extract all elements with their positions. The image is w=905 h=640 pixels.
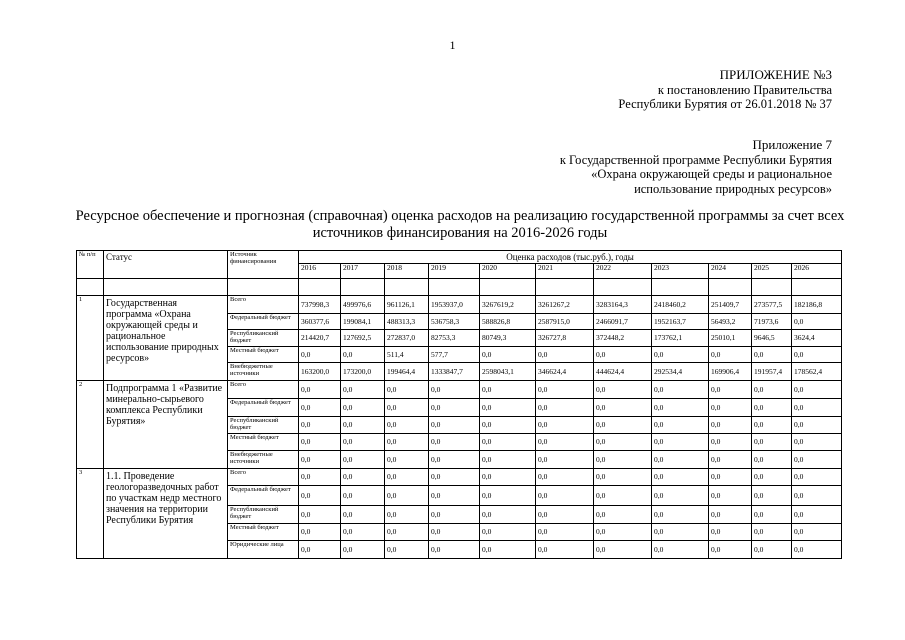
value-cell: 0,0 [480, 486, 536, 506]
year-header: 2020 [480, 264, 536, 279]
header-estimate: Оценка расходов (тыс.руб.), годы [299, 251, 842, 264]
value-cell: 536758,3 [429, 314, 480, 330]
value-cell: 444624,4 [594, 363, 652, 381]
value-cell: 737998,3 [299, 296, 341, 314]
value-cell: 0,0 [385, 451, 429, 469]
value-cell: 2418460,2 [652, 296, 709, 314]
value-cell: 0,0 [709, 347, 752, 363]
value-cell: 214420,7 [299, 330, 341, 347]
value-cell: 0,0 [480, 506, 536, 524]
value-cell: 292534,4 [652, 363, 709, 381]
year-header: 2024 [709, 264, 752, 279]
appendix-7-line: использование природных ресурсов» [634, 181, 832, 196]
source-cell: Федеральный бюджет [228, 486, 299, 506]
value-cell: 0,0 [341, 434, 385, 451]
budget-table [76, 250, 842, 559]
value-cell: 0,0 [792, 506, 842, 524]
value-cell: 0,0 [480, 434, 536, 451]
value-cell: 0,0 [536, 451, 594, 469]
value-cell: 0,0 [792, 434, 842, 451]
value-cell: 346624,4 [536, 363, 594, 381]
value-cell: 0,0 [341, 506, 385, 524]
value-cell: 0,0 [480, 381, 536, 399]
value-cell: 0,0 [709, 381, 752, 399]
year-header: 2023 [652, 264, 709, 279]
value-cell: 0,0 [341, 417, 385, 434]
value-cell: 0,0 [752, 399, 792, 417]
source-cell: Местный бюджет [228, 524, 299, 541]
source-cell: Юридические лица [228, 541, 299, 559]
value-cell: 0,0 [429, 451, 480, 469]
value-cell: 0,0 [429, 506, 480, 524]
value-cell: 0,0 [792, 524, 842, 541]
value-cell: 0,0 [792, 399, 842, 417]
value-cell: 0,0 [594, 541, 652, 559]
value-cell: 0,0 [341, 486, 385, 506]
value-cell: 511,4 [385, 347, 429, 363]
value-cell: 0,0 [792, 469, 842, 486]
value-cell: 0,0 [652, 417, 709, 434]
value-cell: 0,0 [752, 451, 792, 469]
value-cell: 0,0 [385, 469, 429, 486]
value-cell: 0,0 [709, 417, 752, 434]
value-cell: 272837,0 [385, 330, 429, 347]
value-cell: 0,0 [752, 524, 792, 541]
value-cell: 0,0 [709, 434, 752, 451]
value-cell: 0,0 [480, 347, 536, 363]
value-cell: 0,0 [299, 506, 341, 524]
value-cell: 0,0 [299, 381, 341, 399]
value-cell: 0,0 [299, 451, 341, 469]
source-cell: Федеральный бюджет [228, 399, 299, 417]
value-cell: 199084,1 [341, 314, 385, 330]
value-cell: 0,0 [752, 541, 792, 559]
value-cell: 0,0 [536, 506, 594, 524]
value-cell: 0,0 [792, 486, 842, 506]
value-cell: 0,0 [341, 381, 385, 399]
value-cell: 0,0 [594, 451, 652, 469]
status-cell: 1.1. Проведение геологоразведочных работ по участкам недр местного значения на территории Республики Бурятия [104, 469, 228, 559]
value-cell: 0,0 [429, 381, 480, 399]
value-cell: 0,0 [299, 486, 341, 506]
value-cell: 0,0 [536, 486, 594, 506]
header-status: Статус [104, 251, 228, 279]
value-cell: 178562,4 [792, 363, 842, 381]
source-cell: Республиканский бюджет [228, 506, 299, 524]
table-row [77, 296, 842, 314]
value-cell: 2587915,0 [536, 314, 594, 330]
value-cell: 0,0 [480, 541, 536, 559]
value-cell: 191957,4 [752, 363, 792, 381]
year-header: 2017 [341, 264, 385, 279]
value-cell: 0,0 [299, 541, 341, 559]
spacer-row [77, 279, 842, 296]
value-cell: 3267619,2 [480, 296, 536, 314]
value-cell: 71973,6 [752, 314, 792, 330]
appendix-7-line: «Охрана окружающей среды и рациональное [591, 167, 832, 181]
value-cell: 0,0 [385, 506, 429, 524]
value-cell: 173200,0 [341, 363, 385, 381]
header-source: Источник финансирования [228, 251, 299, 279]
source-cell: Республиканский бюджет [228, 417, 299, 434]
value-cell: 0,0 [752, 347, 792, 363]
value-cell: 173762,1 [652, 330, 709, 347]
value-cell: 0,0 [752, 469, 792, 486]
value-cell: 0,0 [752, 486, 792, 506]
value-cell: 0,0 [652, 506, 709, 524]
value-cell: 0,0 [792, 381, 842, 399]
value-cell: 0,0 [385, 434, 429, 451]
value-cell: 0,0 [341, 541, 385, 559]
value-cell: 0,0 [385, 541, 429, 559]
value-cell: 0,0 [594, 469, 652, 486]
source-cell: Внебюджетные источники [228, 451, 299, 469]
value-cell: 0,0 [652, 486, 709, 506]
value-cell: 0,0 [536, 541, 594, 559]
value-cell: 0,0 [792, 451, 842, 469]
source-cell: Федеральный бюджет [228, 314, 299, 330]
value-cell: 0,0 [480, 524, 536, 541]
status-cell: Государственная программа «Охрана окружающей среды и рациональное использование природных ресурсов» [104, 296, 228, 381]
value-cell: 1952163,7 [652, 314, 709, 330]
value-cell: 0,0 [594, 417, 652, 434]
value-cell: 0,0 [594, 486, 652, 506]
value-cell: 0,0 [652, 451, 709, 469]
value-cell: 0,0 [385, 399, 429, 417]
appendix-7-line: к Государственной программе Республики Бурятия [559, 152, 832, 167]
status-cell: Подпрограмма 1 «Развитие минерально-сырьевого комплекса Республики Бурятия» [104, 381, 228, 469]
value-cell: 360377,6 [299, 314, 341, 330]
appendix-3-title: ПРИЛОЖЕНИЕ №3 [719, 67, 832, 82]
value-cell: 182186,8 [792, 296, 842, 314]
value-cell: 0,0 [752, 381, 792, 399]
value-cell: 0,0 [299, 347, 341, 363]
value-cell: 0,0 [536, 399, 594, 417]
year-header: 2016 [299, 264, 341, 279]
year-header: 2019 [429, 264, 480, 279]
appendix-7-title: Приложение 7 [752, 137, 832, 152]
value-cell: 0,0 [652, 399, 709, 417]
value-cell: 0,0 [429, 399, 480, 417]
value-cell: 488313,3 [385, 314, 429, 330]
document-title: Ресурсное обеспечение и прогнозная (справочная) оценка расходов на реализацию государственной программы за счет всех источников финансирования на 2016-2026 годы [75, 208, 845, 241]
value-cell: 0,0 [480, 469, 536, 486]
value-cell: 0,0 [385, 417, 429, 434]
year-header: 2022 [594, 264, 652, 279]
value-cell: 0,0 [792, 314, 842, 330]
value-cell: 588826,8 [480, 314, 536, 330]
value-cell: 0,0 [429, 486, 480, 506]
value-cell: 2598043,1 [480, 363, 536, 381]
value-cell: 0,0 [652, 541, 709, 559]
value-cell: 0,0 [594, 434, 652, 451]
header-row [77, 251, 842, 264]
value-cell: 0,0 [709, 486, 752, 506]
value-cell: 0,0 [792, 541, 842, 559]
row-number: 2 [77, 381, 104, 469]
value-cell: 0,0 [652, 434, 709, 451]
value-cell: 0,0 [709, 469, 752, 486]
value-cell: 0,0 [385, 381, 429, 399]
value-cell: 273577,5 [752, 296, 792, 314]
value-cell: 0,0 [429, 417, 480, 434]
value-cell: 0,0 [480, 399, 536, 417]
appendix-3-block [618, 68, 832, 112]
value-cell: 199464,4 [385, 363, 429, 381]
value-cell: 0,0 [536, 469, 594, 486]
value-cell: 0,0 [652, 381, 709, 399]
year-header: 2021 [536, 264, 594, 279]
row-number: 1 [77, 296, 104, 381]
value-cell: 169906,4 [709, 363, 752, 381]
appendix-3-line: Республики Бурятия от 26.01.2018 № 37 [618, 97, 832, 111]
value-cell: 82753,3 [429, 330, 480, 347]
value-cell: 0,0 [652, 469, 709, 486]
value-cell: 0,0 [341, 347, 385, 363]
year-header: 2018 [385, 264, 429, 279]
row-number: 3 [77, 469, 104, 559]
value-cell: 127692,5 [341, 330, 385, 347]
header-num: № п/п [77, 251, 104, 279]
value-cell: 0,0 [536, 417, 594, 434]
value-cell: 0,0 [299, 469, 341, 486]
source-cell: Местный бюджет [228, 434, 299, 451]
source-cell: Всего [228, 469, 299, 486]
value-cell: 0,0 [536, 347, 594, 363]
value-cell: 0,0 [709, 506, 752, 524]
source-cell: Внебюджетные источники [228, 363, 299, 381]
value-cell: 0,0 [536, 381, 594, 399]
value-cell: 0,0 [536, 524, 594, 541]
value-cell: 0,0 [341, 451, 385, 469]
table-body [77, 296, 842, 559]
value-cell: 0,0 [536, 434, 594, 451]
value-cell: 0,0 [792, 347, 842, 363]
value-cell: 0,0 [480, 451, 536, 469]
value-cell: 0,0 [709, 524, 752, 541]
value-cell: 326727,8 [536, 330, 594, 347]
value-cell: 0,0 [709, 451, 752, 469]
table-row [77, 381, 842, 399]
value-cell: 3283164,3 [594, 296, 652, 314]
value-cell: 1333847,7 [429, 363, 480, 381]
appendix-3-line: к постановлению Правительства [657, 82, 832, 97]
value-cell: 0,0 [385, 486, 429, 506]
value-cell: 0,0 [385, 524, 429, 541]
value-cell: 0,0 [480, 417, 536, 434]
value-cell: 0,0 [652, 524, 709, 541]
value-cell: 25010,1 [709, 330, 752, 347]
value-cell: 0,0 [299, 524, 341, 541]
value-cell: 1953937,0 [429, 296, 480, 314]
value-cell: 56493,2 [709, 314, 752, 330]
value-cell: 0,0 [752, 417, 792, 434]
value-cell: 0,0 [594, 506, 652, 524]
value-cell: 961126,1 [385, 296, 429, 314]
source-cell: Местный бюджет [228, 347, 299, 363]
year-header: 2026 [792, 264, 842, 279]
value-cell: 0,0 [594, 399, 652, 417]
year-header: 2025 [752, 264, 792, 279]
value-cell: 0,0 [429, 541, 480, 559]
value-cell: 9646,5 [752, 330, 792, 347]
source-cell: Всего [228, 381, 299, 399]
value-cell: 0,0 [752, 506, 792, 524]
value-cell: 163200,0 [299, 363, 341, 381]
value-cell: 80749,3 [480, 330, 536, 347]
value-cell: 3261267,2 [536, 296, 594, 314]
value-cell: 0,0 [429, 524, 480, 541]
appendix-7-block [560, 138, 832, 196]
source-cell: Всего [228, 296, 299, 314]
value-cell: 0,0 [709, 399, 752, 417]
value-cell: 0,0 [299, 417, 341, 434]
value-cell: 0,0 [341, 469, 385, 486]
value-cell: 0,0 [341, 524, 385, 541]
source-cell: Республиканский бюджет [228, 330, 299, 347]
value-cell: 0,0 [594, 381, 652, 399]
value-cell: 372448,2 [594, 330, 652, 347]
value-cell: 0,0 [341, 399, 385, 417]
value-cell: 0,0 [429, 469, 480, 486]
page-number: 1 [449, 38, 456, 52]
value-cell: 577,7 [429, 347, 480, 363]
value-cell: 251409,7 [709, 296, 752, 314]
value-cell: 0,0 [299, 399, 341, 417]
value-cell: 0,0 [594, 347, 652, 363]
value-cell: 0,0 [752, 434, 792, 451]
value-cell: 0,0 [429, 434, 480, 451]
value-cell: 0,0 [594, 524, 652, 541]
value-cell: 0,0 [709, 541, 752, 559]
value-cell: 3624,4 [792, 330, 842, 347]
value-cell: 0,0 [299, 434, 341, 451]
value-cell: 2466091,7 [594, 314, 652, 330]
table-row [77, 469, 842, 486]
value-cell: 0,0 [792, 417, 842, 434]
value-cell: 499976,6 [341, 296, 385, 314]
value-cell: 0,0 [652, 347, 709, 363]
